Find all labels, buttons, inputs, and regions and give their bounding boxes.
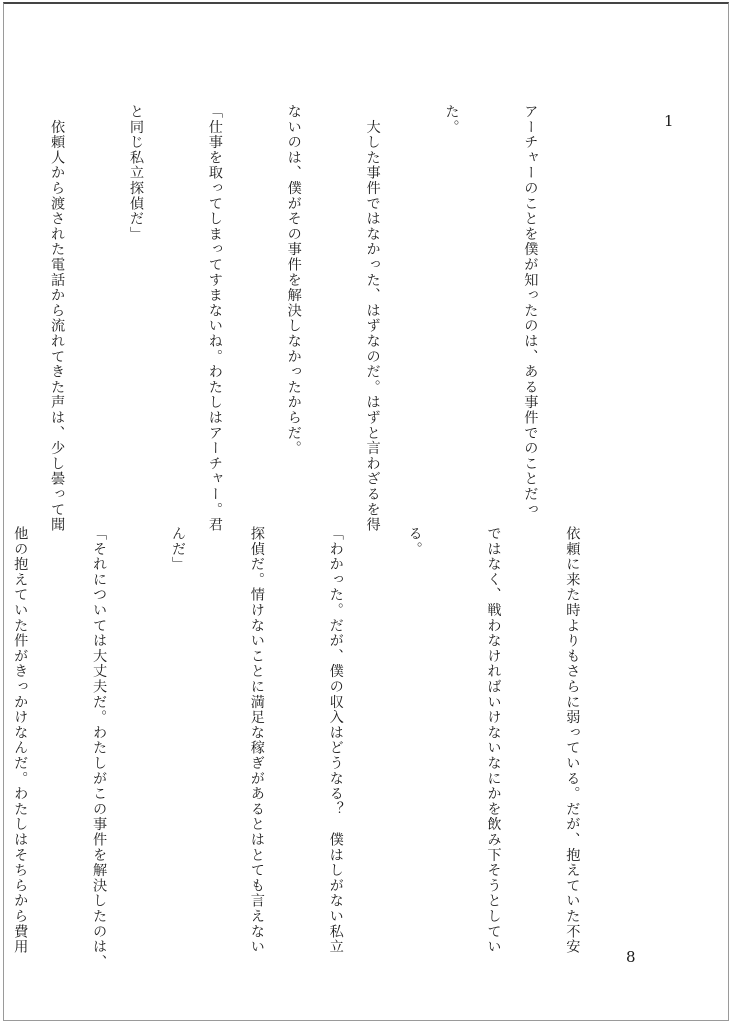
text-column: 依頼に来た時よりもさらに弱っている。だが、抱えていた不安 [564,526,581,955]
text-column: と同じ私立探偵だ」 [127,104,144,242]
text-column: 他の抱えていた件がきっかけなんだ。わたしはそちらから費用 [12,526,29,955]
text-column: 大した事件ではなかった、はずなのだ。はずと言わざるを得 [364,104,381,533]
text-column: 「それについては大丈夫だ。わたしがこの事件を解決したのは、 [91,526,108,970]
lower-text-block [12,526,638,970]
book-page [3,2,729,1021]
text-column: 依頼人から渡された電話から流れてきた声は、少し曇って聞 [49,104,66,533]
text-column: た。 [443,104,460,135]
text-column: 「わかった。だが、僕の収入はどうなる？ 僕はしがない私立 [327,526,344,955]
text-column: ではなく、戦わなければいけないなにかを飲み下そうとしてい [485,526,502,955]
chapter-number: 1 [664,112,674,130]
text-column: ないのは、僕がその事件を解決しなかったからだ。 [285,104,302,456]
text-column: 探偵だ。情けないことに満足な稼ぎがあるとはとても言えない [248,526,265,955]
text-column: る。 [406,526,423,557]
text-column: んだ」 [169,526,186,572]
upper-text-block [49,104,596,533]
text-column: 「仕事を取ってしまってすまないね。わたしはアーチャー。君 [206,104,223,533]
page-number: 8 [626,948,636,966]
text-column: アーチャーのことを僕が知ったのは、ある事件でのことだっ [522,104,539,518]
